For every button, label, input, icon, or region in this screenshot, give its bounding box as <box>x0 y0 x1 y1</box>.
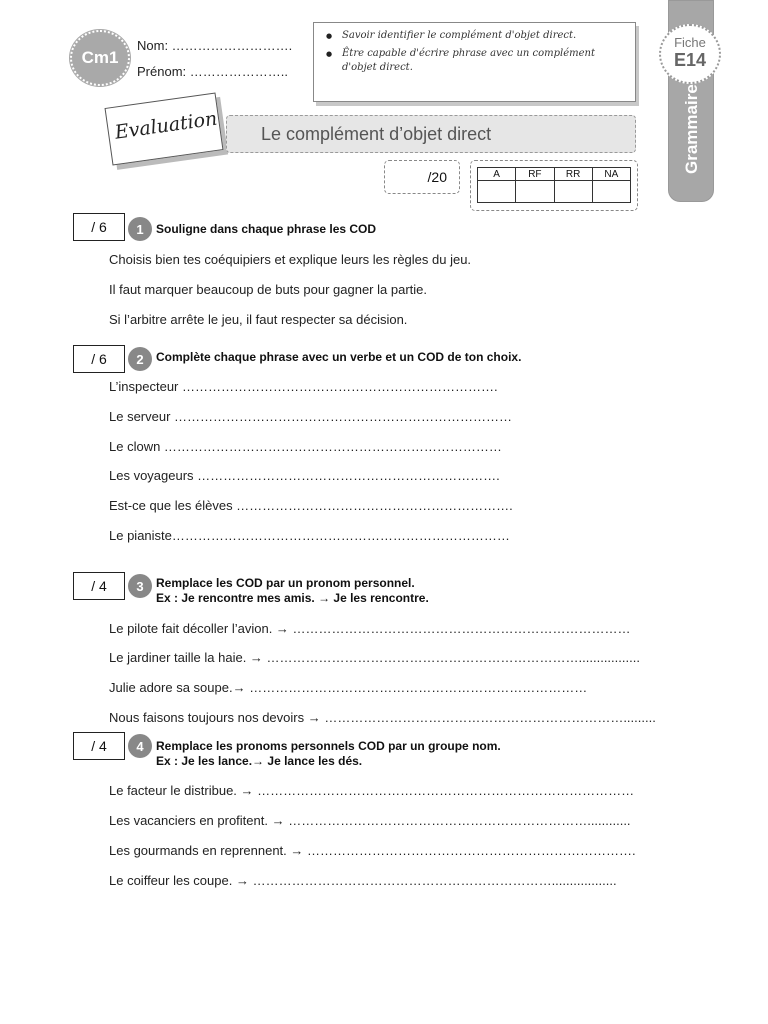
exercise-2-line[interactable]: Le pianiste…………………………………………………………………… <box>109 528 510 543</box>
score-box[interactable] <box>384 160 460 194</box>
grade-table <box>477 167 631 203</box>
exercise-1-points-box[interactable] <box>73 213 125 241</box>
exercise-4-number: 4 <box>136 738 144 754</box>
exercise-3-example: Ex : Je rencontre mes amis. → Je les rencontre. <box>156 591 429 605</box>
grade-header-rf: RF <box>516 168 554 181</box>
exercise-1-number-badge <box>128 217 152 241</box>
grade-grid <box>470 160 638 211</box>
exercise-1-points: / 6 <box>91 219 107 235</box>
exercise-4-line[interactable]: Le coiffeur les coupe. → …………………………………………………………….................. <box>109 873 617 888</box>
fiche-code: E14 <box>673 50 707 70</box>
class-level-label: Cm1 <box>81 48 119 67</box>
exercise-2-number-badge <box>128 347 152 371</box>
exercise-2-instruction: Complète chaque phrase avec un verbe et un COD de ton choix. <box>156 350 522 364</box>
exercise-2-line[interactable]: L’inspecteur ………………………………………………………………. <box>109 379 498 394</box>
first-name-field[interactable]: Prénom: ………………….. <box>137 64 288 79</box>
exercise-4-line[interactable]: Le facteur le distribue. → …………………………………………………………………………… <box>109 783 635 798</box>
exercise-2-points-box[interactable] <box>73 345 125 373</box>
fiche-label: Fiche <box>674 35 706 50</box>
exercise-3-number-badge <box>128 574 152 598</box>
exercise-4-number-badge <box>128 734 152 758</box>
exercise-4-points: / 4 <box>91 738 107 754</box>
objectives-list <box>326 29 625 75</box>
exercise-1-line[interactable]: Si l’arbitre arrête le jeu, il faut respecter sa décision. <box>109 312 408 327</box>
exercise-1-instruction: Souligne dans chaque phrase les COD <box>156 222 377 236</box>
exercise-4-example: Ex : Je les lance.→ Je lance les dés. <box>156 754 363 768</box>
name-field[interactable]: Nom: ………………………. <box>137 38 293 53</box>
grade-header-a: A <box>478 168 516 181</box>
exercise-4-points-box[interactable] <box>73 732 125 760</box>
subject-tab-label: Grammaire <box>682 84 701 174</box>
evaluation-card <box>105 92 224 165</box>
title-bar <box>226 115 636 153</box>
exercise-1-number: 1 <box>136 221 144 237</box>
evaluation-label: Evaluation <box>113 107 219 144</box>
fiche-badge <box>659 24 721 84</box>
exercise-4-line[interactable]: Les vacanciers en profitent. → ……………………………………………………………............ <box>109 813 631 828</box>
exercise-3-line[interactable]: Julie adore sa soupe.→ …………………………………………………………………… <box>109 680 588 695</box>
grade-cell[interactable] <box>554 181 592 203</box>
exercise-3-number: 3 <box>136 578 144 594</box>
exercise-2-line[interactable]: Les voyageurs ……………………………………………………………. <box>109 468 500 483</box>
exercise-4-instruction: Remplace les pronoms personnels COD par un groupe nom. <box>156 739 501 753</box>
objective-item: ● Savoir identifier le complément d'objet direct. <box>326 29 625 43</box>
grade-cell[interactable] <box>478 181 516 203</box>
exercise-4-line[interactable]: Les gourmands en reprennent. → …………………………………………………………………. <box>109 843 636 858</box>
exercise-2-points: / 6 <box>91 351 107 367</box>
exercise-1-line[interactable]: Choisis bien tes coéquipiers et explique leurs les règles du jeu. <box>109 252 472 267</box>
exercise-2-line[interactable]: Est-ce que les élèves ………………………………………………………. <box>109 498 513 513</box>
exercise-3-line[interactable]: Le jardiner taille la haie. → ………………………………………………………………................. <box>109 650 640 665</box>
exercise-3-points: / 4 <box>91 578 107 594</box>
exercise-2-line[interactable]: Le clown …………………………………………………………………… <box>109 439 502 454</box>
exercise-2-number: 2 <box>136 351 144 367</box>
exercise-3-points-box[interactable] <box>73 572 125 600</box>
exercise-3-instruction: Remplace les COD par un pronom personnel. <box>156 576 415 590</box>
score-label: /20 <box>427 169 447 185</box>
exercise-3-line[interactable]: Le pilote fait décoller l’avion. → …………………………………………………………………… <box>109 621 631 636</box>
grade-header-rr: RR <box>554 168 592 181</box>
exercise-3-line[interactable]: Nous faisons toujours nos devoirs → ……………………………………………………………......... <box>109 710 656 725</box>
grade-cell[interactable] <box>516 181 554 203</box>
grade-cell[interactable] <box>592 181 630 203</box>
grade-header-na: NA <box>592 168 630 181</box>
class-level-badge <box>70 30 130 86</box>
objective-item: ● Être capable d'écrire phrase avec un complément d'objet direct. <box>326 47 625 75</box>
exercise-1-line[interactable]: Il faut marquer beaucoup de buts pour gagner la partie. <box>109 282 427 297</box>
exercise-2-line[interactable]: Le serveur …………………………………………………………………… <box>109 409 513 424</box>
page-title: Le complément d’objet direct <box>261 123 492 144</box>
objectives-note <box>313 22 636 102</box>
